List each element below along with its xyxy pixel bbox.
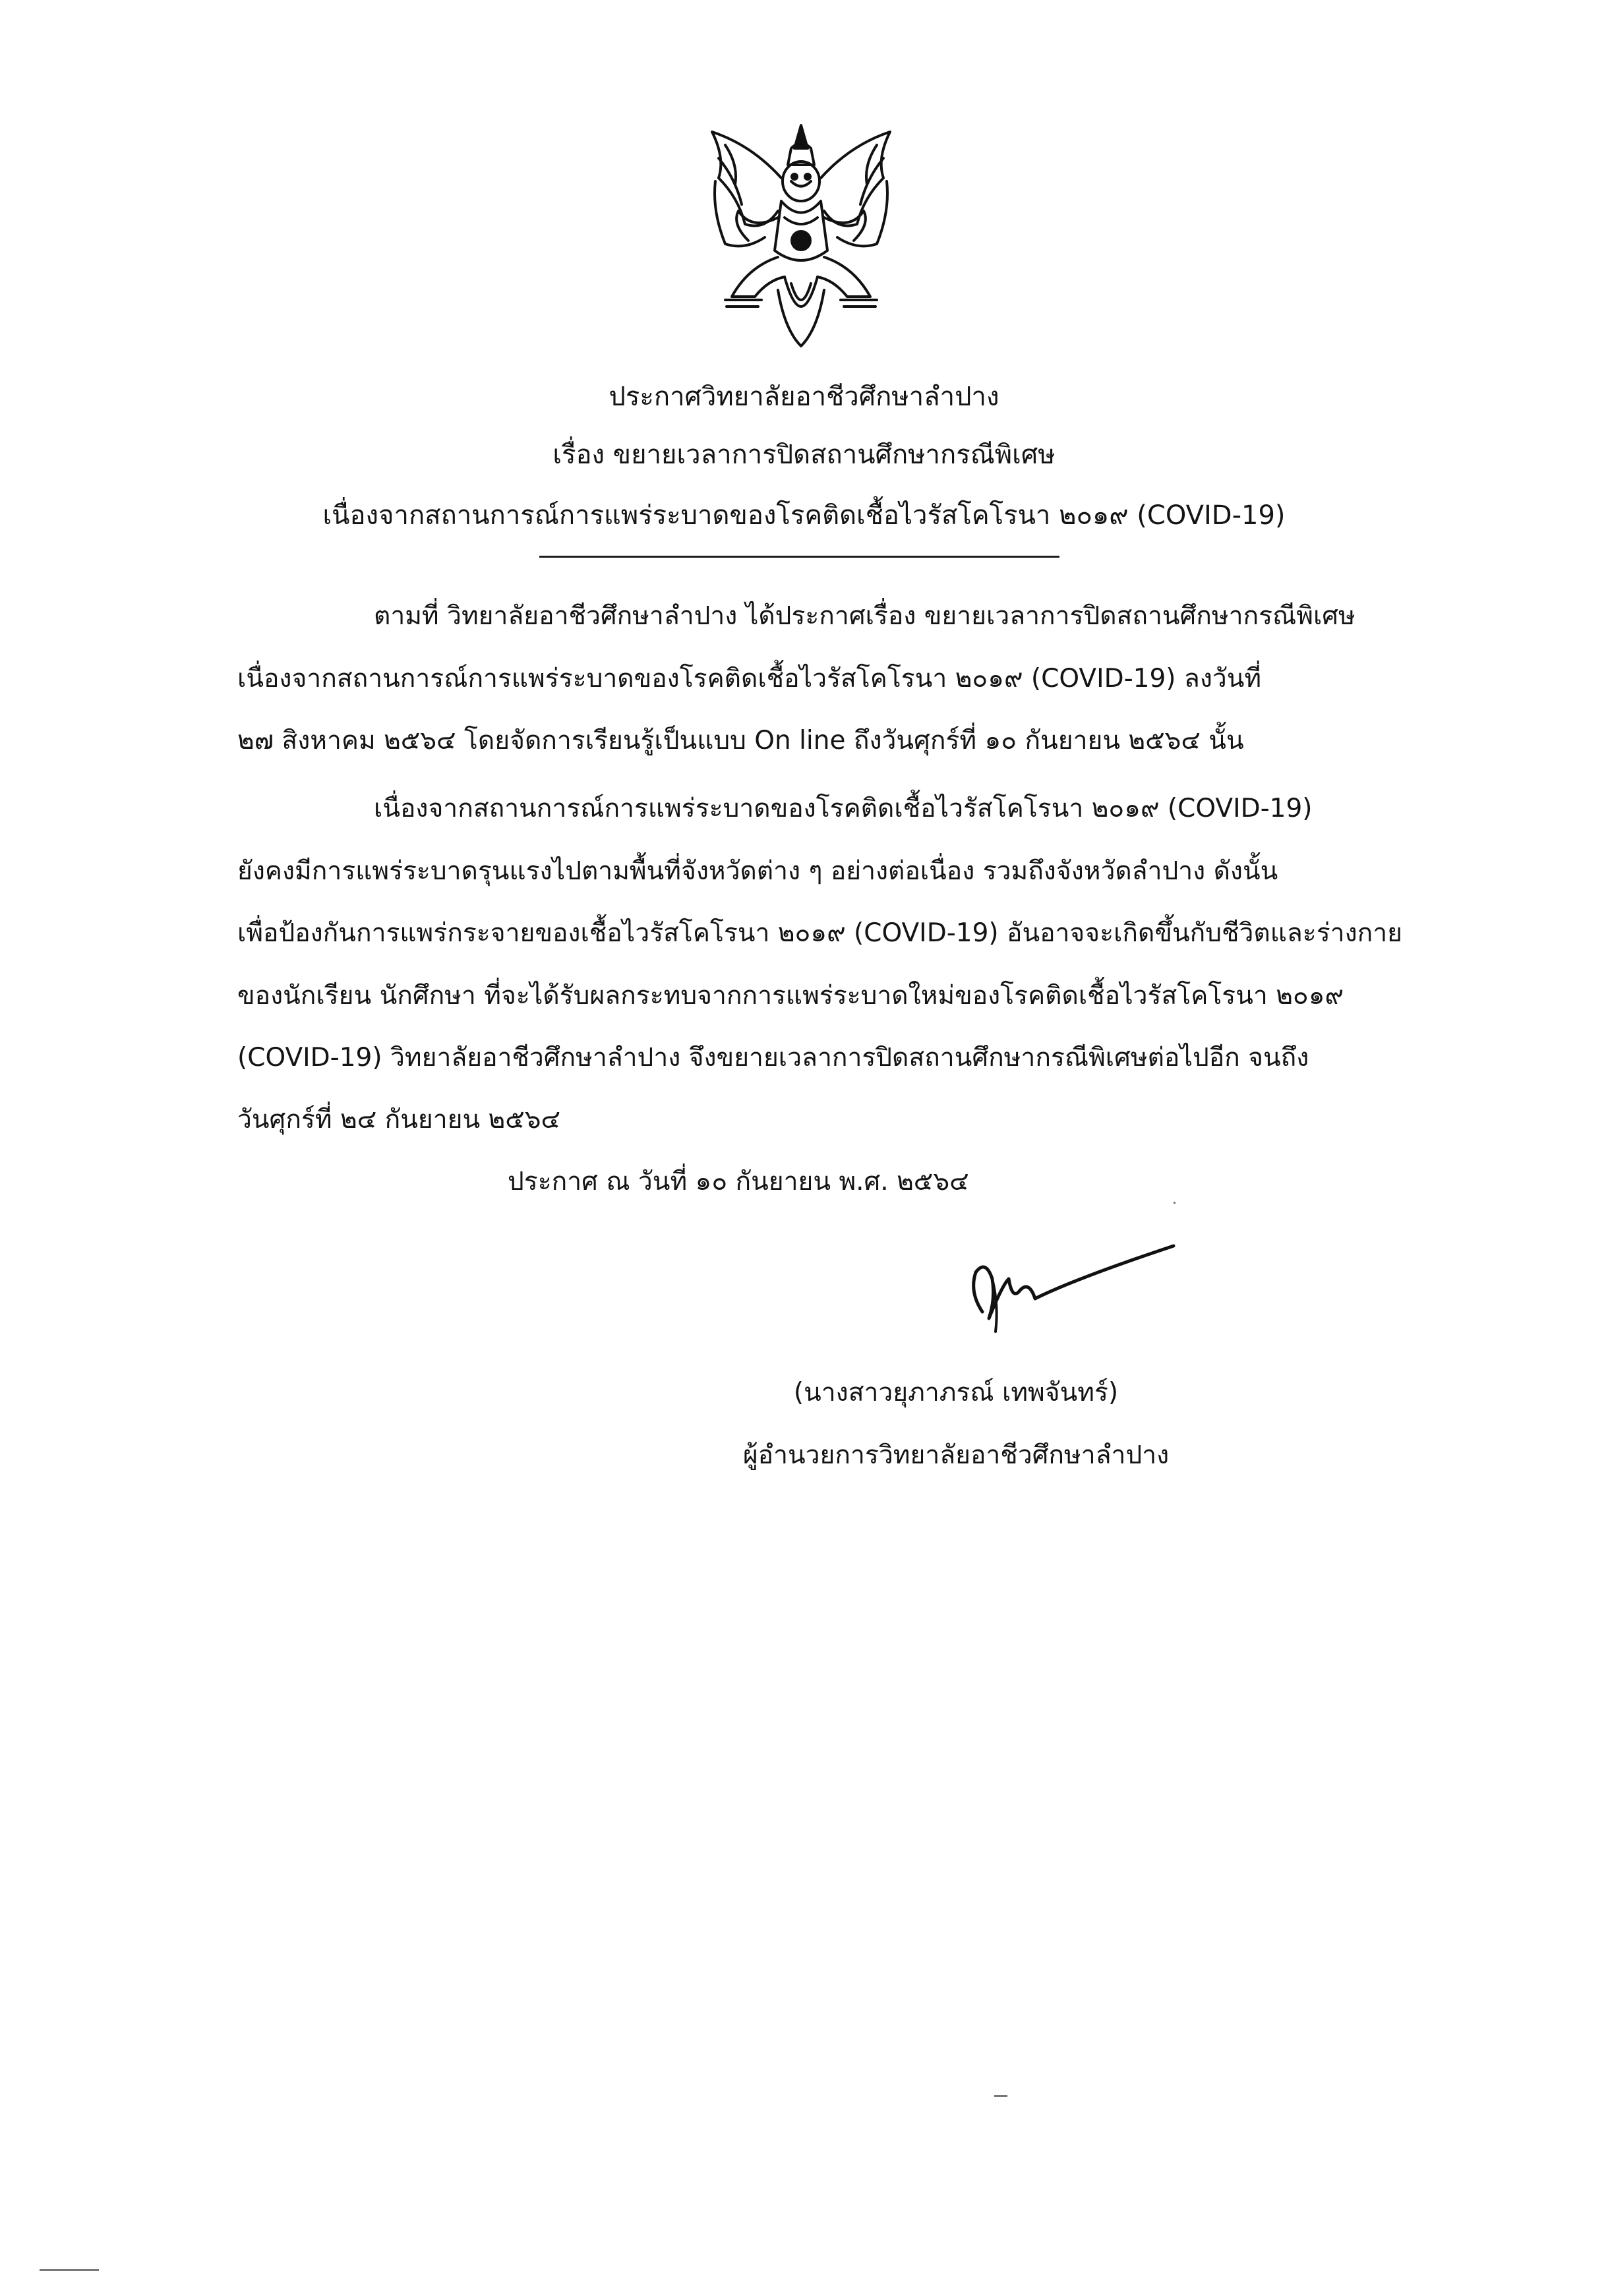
paragraph1-line: ตามที่ วิทยาลัยอาชีวศึกษาลำปาง ได้ประกาศเรื่อง ขยายเวลาการปิดสถานศึกษากรณีพิเศษ xyxy=(374,601,1355,631)
paragraph1-line: เนื่องจากสถานการณ์การแพร่ระบาดของโรคติดเชื้อไวรัสโคโรนา ๒๐๑๙ (COVID-19) ลงวันที่ xyxy=(237,664,1262,693)
scan-speck xyxy=(1174,1202,1176,1204)
title-divider xyxy=(539,556,1059,558)
paragraph2-line: เนื่องจากสถานการณ์การแพร่ระบาดของโรคติดเชื้อไวรัสโคโรนา ๒๐๑๙ (COVID-19) xyxy=(374,794,1313,823)
signer-position: ผู้อำนวยการวิทยาลัยอาชีวศึกษาลำปาง xyxy=(742,1440,1170,1470)
scan-speck xyxy=(40,2269,99,2271)
paragraph2-line: ของนักเรียน นักศึกษา ที่จะได้รับผลกระทบจากการแพร่ระบาดใหม่ของโรคติดเชื้อไวรัสโคโรนา ๒๐๑๙ xyxy=(237,981,1344,1011)
scan-speck xyxy=(994,2095,1007,2097)
paragraph2-line: (COVID-19) วิทยาลัยอาชีวศึกษาลำปาง จึงขยายเวลาการปิดสถานศึกษากรณีพิเศษต่อไปอีก จนถึง xyxy=(237,1043,1309,1073)
announcement-title: ประกาศวิทยาลัยอาชีวศึกษาลำปาง xyxy=(609,382,999,412)
announcement-subject-continued: เนื่องจากสถานการณ์การแพร่ระบาดของโรคติดเชื้อไวรัสโคโรนา ๒๐๑๙ (COVID-19) xyxy=(322,500,1286,531)
paragraph2-line: เพื่อป้องกันการแพร่กระจายของเชื้อไวรัสโคโรนา ๒๐๑๙ (COVID-19) อันอาจจะเกิดขึ้นกับชีวิตและร่างกาย xyxy=(237,918,1402,948)
announced-date: ประกาศ ณ วันที่ ๑๐ กันยายน พ.ศ. ๒๕๖๔ xyxy=(508,1167,969,1196)
signature-mark xyxy=(956,1239,1180,1338)
signer-name: (นางสาวยุภาภรณ์ เทพจันทร์) xyxy=(793,1378,1119,1407)
garuda-emblem-icon xyxy=(686,119,916,356)
paragraph2-line: ยังคงมีการแพร่ระบาดรุนแรงไปตามพื้นที่จังหวัดต่าง ๆ อย่างต่อเนื่อง รวมถึงจังหวัดลำปาง ดังนั้น xyxy=(237,856,1278,886)
paragraph2-line: วันศุกร์ที่ ๒๔ กันยายน ๒๕๖๔ xyxy=(237,1105,561,1134)
announcement-subject: เรื่อง ขยายเวลาการปิดสถานศึกษากรณีพิเศษ xyxy=(552,440,1056,470)
paragraph1-line: ๒๗ สิงหาคม ๒๕๖๔ โดยจัดการเรียนรู้เป็นแบบ On line ถึงวันศุกร์ที่ ๑๐ กันยายน ๒๕๖๔ นั้น xyxy=(237,726,1244,755)
